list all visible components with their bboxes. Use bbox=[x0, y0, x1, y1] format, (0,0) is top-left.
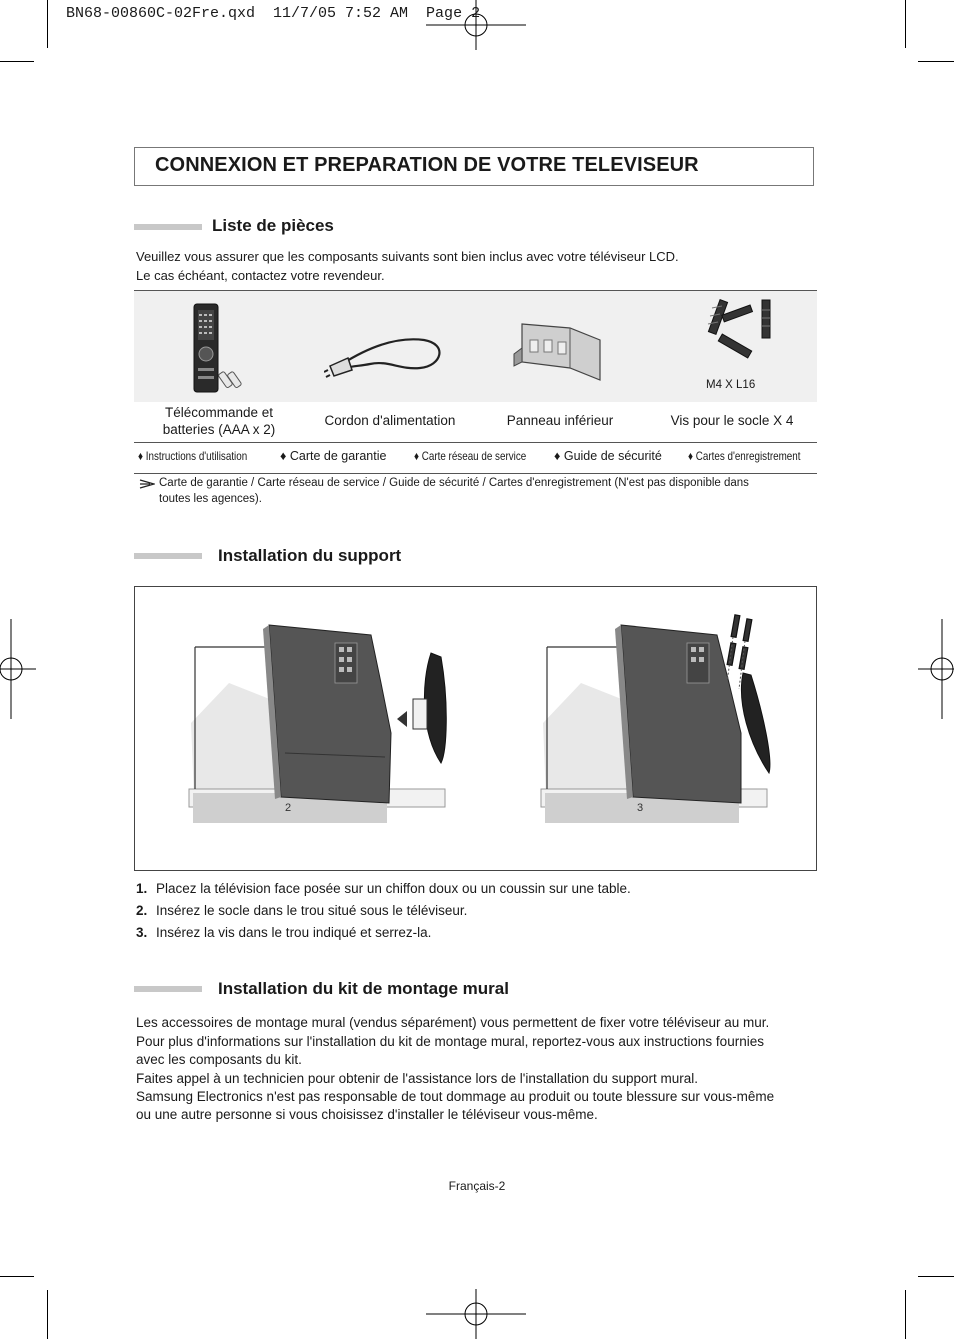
wall-text-line: Samsung Electronics n'est pas responsable de tout dommage au produit ou toute blessure sur vous-même bbox=[136, 1089, 775, 1104]
accessory-item: ♦ Guide de sécurité bbox=[554, 449, 662, 463]
parts-footnote-line: Carte de garantie / Carte réseau de service / Guide de sécurité / Cartes d'enregistrement (N'est pas disponible dans bbox=[159, 477, 749, 489]
tv-stand-illustration-step-3 bbox=[537, 613, 807, 829]
caption-bottom-panel: Panneau inférieur bbox=[506, 413, 614, 428]
figure-label: 3 bbox=[637, 802, 644, 814]
print-slug: BN68-00860C-02Fre.qxd 11/7/05 7:52 AM Page 2 bbox=[66, 5, 481, 22]
page-footer: Français-2 bbox=[448, 1179, 506, 1193]
screw-size-note: M4 X L16 bbox=[706, 379, 756, 391]
step-item: 2. Insérez le socle dans le trou situé sous le téléviseur. bbox=[136, 903, 468, 918]
wall-heading: Installation du kit de montage mural bbox=[218, 979, 509, 998]
note-arrow-icon bbox=[139, 478, 155, 490]
page-title: CONNEXION ET PREPARATION DE VOTRE TELEVISEUR bbox=[155, 154, 699, 176]
wall-text-line: ou une autre personne si vous choisissez d'installer le téléviseur vous-même. bbox=[136, 1107, 598, 1122]
step-item: 1. Placez la télévision face posée sur un chiffon doux ou un coussin sur une table. bbox=[136, 881, 631, 896]
wall-text-line: avec les composants du kit. bbox=[136, 1052, 302, 1067]
section-bar bbox=[134, 553, 202, 559]
caption-remote: Télécommande et batteries (AAA x 2) bbox=[162, 405, 276, 437]
remote-icon bbox=[190, 302, 246, 394]
wall-text-line: Faites appel à un technicien pour obtenir de l'assistance lors de l'installation du support mural. bbox=[136, 1071, 698, 1086]
caption-power-cord: Cordon d'alimentation bbox=[324, 413, 456, 428]
parts-intro-line: Le cas échéant, contactez votre revendeur. bbox=[136, 268, 385, 283]
section-bar bbox=[134, 224, 202, 230]
section-bar bbox=[134, 986, 202, 992]
figure-label: 2 bbox=[285, 802, 292, 814]
bottom-panel-icon bbox=[510, 318, 606, 384]
accessory-item: ♦ Instructions d'utilisation bbox=[138, 449, 248, 463]
accessory-item: ♦ Cartes d'enregistrement bbox=[688, 449, 801, 463]
registration-mark-right bbox=[918, 619, 954, 719]
stand-figure bbox=[134, 586, 817, 871]
parts-table bbox=[134, 290, 817, 474]
parts-heading: Liste de pièces bbox=[212, 216, 334, 235]
tv-stand-illustration-step-2 bbox=[185, 623, 485, 829]
wall-text-line: Les accessoires de montage mural (vendus séparément) vous permettent de fixer votre téléviseur au mur. bbox=[136, 1015, 770, 1030]
accessory-item: ♦ Carte de garantie bbox=[280, 449, 387, 463]
accessory-item: ♦ Carte réseau de service bbox=[414, 449, 527, 463]
caption-screws: Vis pour le socle X 4 bbox=[670, 413, 794, 428]
parts-footnote-line: toutes les agences). bbox=[159, 493, 262, 505]
step-item: 3. Insérez la vis dans le trou indiqué et serrez-la. bbox=[136, 925, 432, 940]
registration-mark-left bbox=[0, 619, 36, 719]
registration-mark-bottom bbox=[426, 1289, 526, 1339]
screws-icon bbox=[688, 298, 778, 368]
parts-intro-line: Veuillez vous assurer que les composants suivants sont bien inclus avec votre téléviseur LCD. bbox=[136, 249, 679, 264]
wall-text-line: Pour plus d'informations sur l'installation du kit de montage mural, reportez-vous aux instructions fournies bbox=[136, 1034, 764, 1049]
stand-heading: Installation du support bbox=[218, 546, 402, 565]
power-cord-icon bbox=[324, 330, 450, 382]
